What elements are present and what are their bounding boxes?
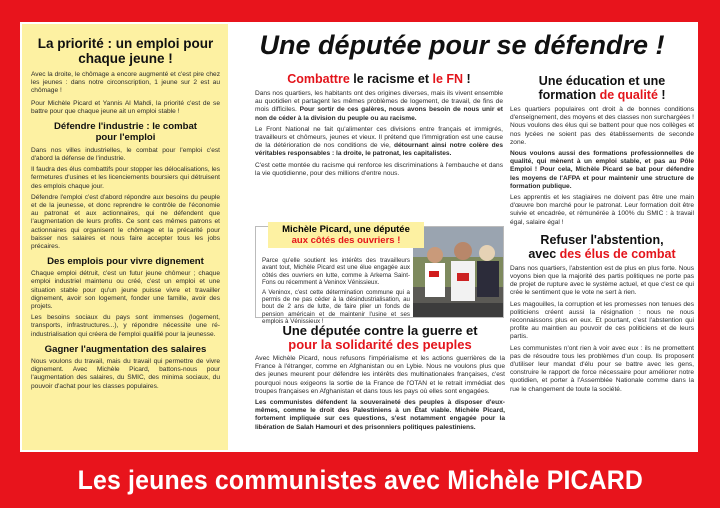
racism-text: Le Front National ne fait qu'alimenter ces divisions entre français et immigrés, travailleurs et chômeurs, jeunes et vieux. Il prétend que l'immigration est une cause de la détérioration de nos conditions de vie, — [255, 125, 503, 150]
heading-education-part: formation — [538, 88, 597, 102]
heading-education-part: Une éducation et une — [538, 74, 666, 88]
heading-abstention — [510, 233, 694, 261]
right-column — [510, 74, 694, 450]
heading-education — [510, 74, 694, 102]
rally-photo — [413, 227, 503, 317]
heading-racism-part: le FN — [432, 72, 464, 86]
sidebar-heading-dignity: Des emplois pour vivre dignement — [47, 256, 204, 268]
racism-para: C'est cette montée du racisme qui renforce les discriminations à l'embauche et dans la vie quotidienne, pour des millions d'entre nous. — [255, 161, 503, 177]
war-para: Avec Michèle Picard, nous refusons l'impérialisme et les actions guerrières de la France à l'étranger, comme en Afghanistan ou en Lybie. Nous ne voulons plus que des jeunes meurent pour défendre les intérêts des multinationales françaises, c'est pourquoi nous exigeons la sortie de la France de l'OTAN et le retrait immédiat des troupes françaises en Afghanistan et dans tous les pays où elles sont engagées. — [255, 355, 505, 395]
abstention-para: Dans nos quartiers, l'abstention est de plus en plus forte. Nous voyons bien que la majorité des partis politiques ne porte pas de projet de rupture avec le système actuel, et que c'est ce qui crée le sentiment que le vote ne sert à rien. — [510, 264, 694, 297]
heading-education-part: ! — [661, 88, 666, 102]
heading-war: Une députée contre la guerre et — [282, 323, 478, 338]
education-para: Les apprentis et les stagiaires ne doivent pas être une main d'œuvre bon marché pour le patronat. Leur formation doit être suivie et encadrée, et rémunérée à 100% du SMIC : à travail égal, salaire égal ! — [510, 194, 694, 226]
sidebar-para: Défendre l'emploi c'est d'abord répondre aux besoins du peuple et de la jeunesse, et donc reprendre le contrôle de l'économie au patronat et aux actionnaires, qui ne défendent que l'augmentation de leurs profits. Ce sont ces mêmes patrons et actionnaires qui organisent le chômage et la précarité pour baisser nos salaires et nous faire accepter tous les jobs précaires. — [31, 193, 220, 251]
sidebar-youth-employment — [22, 24, 228, 450]
education-para: Les quartiers populaires ont droit à de bonnes conditions d'enseignement, des moyens et des classes non surchargées ! Nous voulons des élus qui se battent pour que nos collèges et nos lycées ne soient pas des établissements de seconde zone. — [510, 106, 694, 146]
abstention-para: Les communistes n'ont rien à voir avec eux : ils ne promettent pas de résoudre tous les problèmes d'un coup. Ils proposent d'utiliser leur mandat d'élu pour se battre avec les gens, construire le rapport de force nécessaire pour améliorer notre quotidien, et porter à l'Assemblée Nationale comme dans la rue le changement de toute la société. — [510, 344, 694, 393]
heading-racism-part: Combattre — [287, 72, 350, 86]
solidarity-section — [255, 324, 505, 448]
abstention-para: Les magouilles, la corruption et les promesses non tenues des politiciens créent aussi la résignation : nous ne nous reconnaissons plus en eux. Et pourtant, c'est l'abstention qui profite au maintien au pouvoir de ces politiciens et de leurs partis. — [510, 300, 694, 341]
sidebar-para: Nous voulons du travail, mais du travail qui permettre de vivre dignement. Avec Michèle Picard, battons-nous pour l'augmentation des salaires, du SMIC, des minima sociaux, du pouvoir d'achat pour les classes populaires. — [31, 357, 220, 390]
heading-racism-part: le racisme et — [353, 72, 430, 86]
sidebar-para: Chaque emploi détruit, c'est un futur jeune chômeur ; chaque emploi industriel maintenu ou créé, c'est un emploi et une situation stable pour qu'un jeune puisse vivre et travailler dignement, avoir son logement, fonder une famille, avoir des projets. — [31, 270, 220, 311]
racism-bold: Pour sortir de ces galères, nous avons besoin de nous unir et non de céder à la division du peuple ou au racisme. — [255, 106, 503, 122]
heading-abstention-part: Refuser l'abstention, — [540, 232, 664, 247]
sidebar-para: Les besoins sociaux du pays sont immenses (logement, transports, infrastructures...), y répondre nécessite une ré-industrialisation qui créera de l'emploi qualifié pour la jeunesse. — [31, 314, 220, 338]
education-para: Nous voulons aussi des formations professionnelles de qualité, qui mènent à un emploi stable, et pas au Pôle Emploi ! Pour cela, Michèle Picard se bat pour défendre les moyens de l'AFPA et pour maintenir une structure de formation publique. — [510, 150, 694, 190]
workers-box-title — [268, 222, 424, 248]
heading-racism — [255, 72, 503, 86]
racism-para — [255, 126, 503, 159]
heading-racism-part: ! — [466, 72, 471, 86]
workers-box-title-line: aux côtés des ouvriers ! — [291, 235, 401, 246]
heading-abstention-part: des élus de combat — [559, 246, 676, 261]
racism-bold: détournant ainsi notre colère des véritables responsables : la droite, le patronat, les capitalistes. — [255, 142, 503, 158]
middle-column — [255, 72, 503, 222]
box-para: A Veninox, c'est cette détermination commune qui a permis de ne pas céder à la désindustrialisation, au bout de 2 ans de lutte, de faire plier un fonds de pension américain et de maintenir l'usine et ses emplois à Vénissieux ! — [262, 288, 410, 326]
box-para: Parce qu'elle soutient les intérêts des travailleurs avant tout, Michèle Picard est une élue engagée aux côtés des ouvriers en lutte, comme à Arkema Saint-Fons ou récemment à Veninox Vénissieux. — [262, 257, 410, 287]
sidebar-heading-wages: Gagner l'augmentation des salaires — [44, 343, 207, 355]
sidebar-para: Avec la droite, le chômage a encore augmenté et c'est pire chez les jeunes : dans notre circonscription, 1 jeune sur 2 est au chômage ! — [31, 71, 220, 95]
heading-solidarity: pour la solidarité des peuples — [288, 337, 472, 352]
sidebar-para: Pour Michèle Picard et Yannis Al Mahdi, la priorité c'est de se battre pour que chaque jeune ait un emploi stable ! — [31, 99, 220, 115]
footer-banner — [0, 452, 720, 508]
heading-abstention-part: avec — [528, 246, 557, 261]
sidebar-heading-priority: La priorité : un emploi pour chaque jeune ! — [37, 36, 214, 66]
main-title: Une députée pour se défendre ! — [259, 30, 665, 60]
racism-text: Dans nos quartiers, les habitants ont des origines diverses, mais ils vivent ensemble au quotidien et partagent les mêmes problèmes de logement, de travail, de fins de mois difficiles. — [255, 90, 503, 114]
footer-slogan: Les jeunes communistes avec Michèle PICARD — [77, 464, 643, 495]
racism-para — [255, 90, 503, 123]
war-para: Les communistes défendent la souveraineté des peuples à disposer d'eux-mêmes, comme le droit des Palestiniens à un État viable. Michèle Picard, fortement impliquée sur ces questions, s'est notamment engagée pour la libération de Salah Hamouri et des prisonniers politiques palestiniens. — [255, 399, 505, 431]
heading-education-part: de qualité — [599, 88, 658, 102]
workers-box-title-line: Michèle Picard, une députée — [282, 224, 410, 235]
sidebar-para: Il faudra des élus combattifs pour stopper les délocalisations, les fermetures d'usines et les licenciements boursiers qui détruisent des emplois chaque jour. — [31, 166, 220, 190]
sidebar-para: Dans nos villes industrielles, le combat pour l'emploi c'est d'abord la défense de l'industrie. — [31, 146, 220, 163]
sidebar-heading-industry: Défendre l'industrie : le combat pour l'emploi — [53, 121, 198, 144]
workers-box-text — [262, 257, 410, 326]
